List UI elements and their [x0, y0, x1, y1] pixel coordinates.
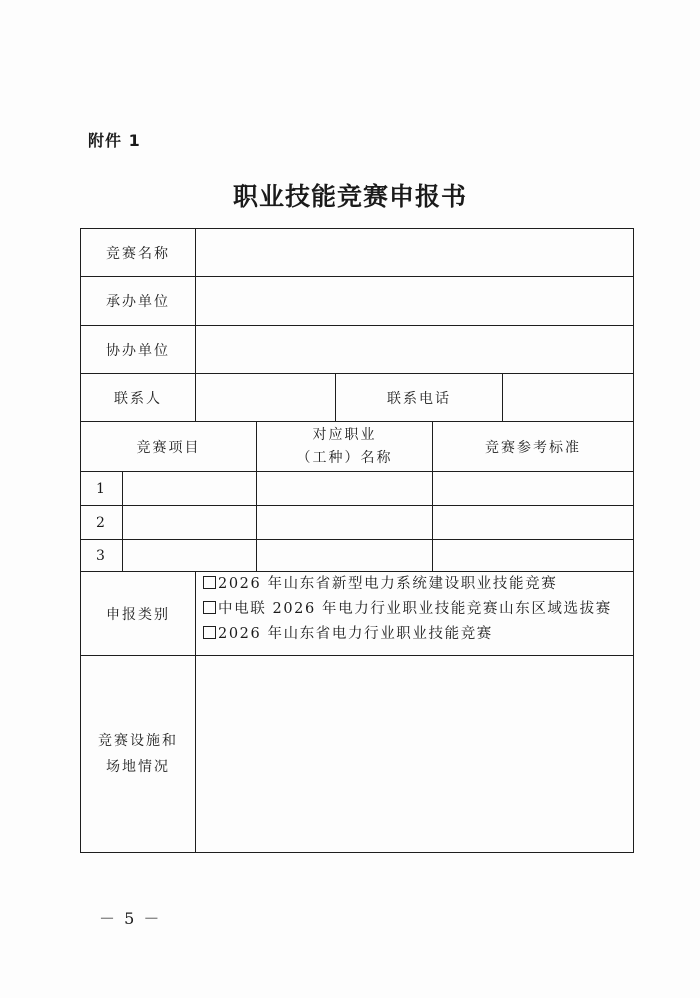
category-options	[196, 572, 634, 656]
standard-field[interactable]	[433, 540, 634, 572]
header-occupation-line1: 对应职业	[312, 426, 377, 443]
contact-phone-field[interactable]	[503, 374, 634, 422]
row-contact	[81, 374, 634, 422]
page-number: － 5 －	[99, 909, 162, 928]
table-row	[81, 506, 634, 540]
competition-name-label: 竞赛名称	[81, 229, 196, 277]
row-competition-name	[81, 229, 634, 277]
row-host-unit	[81, 277, 634, 326]
standard-field[interactable]	[433, 506, 634, 540]
co-host-unit-label: 协办单位	[81, 326, 196, 374]
row-co-host-unit	[81, 326, 634, 374]
header-occupation	[257, 422, 433, 472]
host-unit-label: 承办单位	[81, 277, 196, 326]
row-number: 1	[81, 472, 123, 506]
host-unit-field[interactable]	[196, 277, 634, 326]
contact-person-field[interactable]	[196, 374, 336, 422]
facilities-label	[81, 656, 196, 853]
row-facilities	[81, 656, 634, 853]
co-host-unit-field[interactable]	[196, 326, 634, 374]
category-option	[203, 572, 633, 597]
category-option	[203, 622, 633, 647]
competition-name-field[interactable]	[196, 229, 634, 277]
occupation-field[interactable]	[257, 506, 433, 540]
category-label: 申报类别	[81, 572, 196, 656]
standard-field[interactable]	[433, 472, 634, 506]
checkbox[interactable]	[203, 576, 216, 589]
table-row	[81, 472, 634, 506]
contact-phone-label: 联系电话	[336, 374, 503, 422]
header-project: 竞赛项目	[81, 422, 257, 472]
row-number: 2	[81, 506, 123, 540]
row-category	[81, 572, 634, 656]
category-option-label: 2026 年山东省电力行业职业技能竞赛	[218, 626, 493, 642]
attachment-label: 附件 1	[88, 131, 141, 150]
application-form-table	[80, 228, 634, 853]
category-option-label: 2026 年山东省新型电力系统建设职业技能竞赛	[218, 576, 558, 592]
header-occupation-line2: （工种）名称	[296, 449, 393, 466]
occupation-field[interactable]	[257, 540, 433, 572]
occupation-field[interactable]	[257, 472, 433, 506]
project-field[interactable]	[123, 472, 257, 506]
project-field[interactable]	[123, 506, 257, 540]
header-standard: 竞赛参考标准	[433, 422, 634, 472]
document-title: 职业技能竞赛申报书	[232, 182, 467, 211]
category-option-label: 中电联 2026 年电力行业职业技能竞赛山东区域选拔赛	[218, 601, 612, 617]
row-number: 3	[81, 540, 123, 572]
project-field[interactable]	[123, 540, 257, 572]
table-row	[81, 540, 634, 572]
contact-person-label: 联系人	[81, 374, 196, 422]
facilities-label-line1: 竞赛设施和	[98, 733, 178, 749]
facilities-label-line2: 场地情况	[106, 759, 170, 775]
checkbox[interactable]	[203, 626, 216, 639]
category-option	[203, 597, 633, 622]
checkbox[interactable]	[203, 601, 216, 614]
items-header-row	[81, 422, 634, 472]
facilities-field[interactable]	[196, 656, 634, 853]
